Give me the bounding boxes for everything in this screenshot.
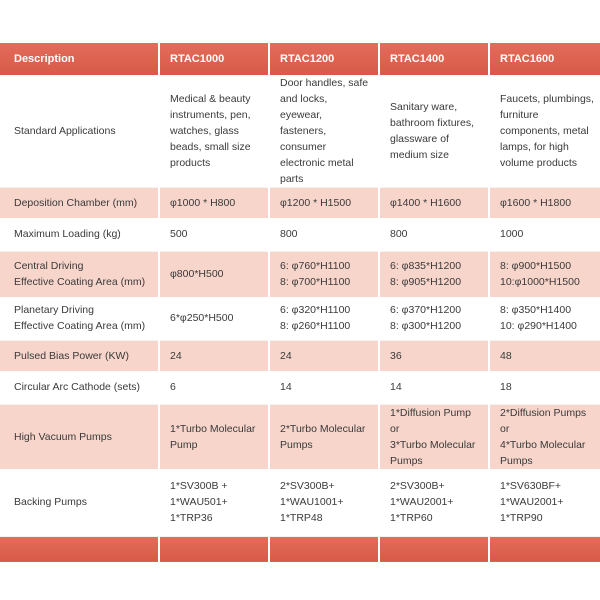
cell-line: 6: φ320*H1100 bbox=[280, 304, 351, 317]
table-cell bbox=[269, 469, 379, 536]
cell-line: 6*φ250*H500 bbox=[170, 312, 234, 325]
cell-line: furniture bbox=[500, 109, 539, 121]
table-cell bbox=[269, 75, 379, 188]
table-cell bbox=[159, 297, 269, 341]
cell-line: 10: φ290*H1400 bbox=[500, 320, 577, 333]
cell-line: Pumps bbox=[390, 455, 423, 467]
cell-line: lamps, for high bbox=[500, 141, 569, 153]
cell-line: Faucets, plumbings, bbox=[500, 93, 594, 105]
cell-line: Deposition Chamber (mm) bbox=[14, 196, 138, 209]
cell-line: glassware of bbox=[390, 133, 449, 145]
cell-line: 36 bbox=[390, 349, 402, 362]
header-description: Description bbox=[0, 43, 159, 75]
cell-line: electronic metal parts bbox=[280, 157, 354, 185]
table-cell bbox=[379, 252, 489, 297]
cell-line: 8: φ350*H1400 bbox=[500, 304, 572, 317]
cell-line: and locks, eyewear, bbox=[280, 93, 328, 121]
cell-line: 1*WAU2001+ bbox=[500, 496, 564, 509]
cell-line: 1*Turbo Molecular bbox=[170, 423, 256, 435]
table-cell bbox=[379, 188, 489, 218]
table-cell bbox=[379, 371, 489, 405]
cell-line: 6: φ835*H1200 bbox=[390, 260, 462, 273]
cell-line: instruments, pen, bbox=[170, 109, 251, 121]
table-cell bbox=[269, 252, 379, 297]
cell-line: Pumps bbox=[280, 439, 313, 451]
table-row bbox=[0, 341, 600, 371]
table-cell bbox=[379, 218, 489, 252]
cell-line: 1*WAU501+ bbox=[170, 496, 228, 509]
cell-line: 1*WAU1001+ bbox=[280, 496, 344, 509]
cell-line: Effective Coating Area (mm) bbox=[14, 320, 146, 333]
table-cell bbox=[159, 75, 269, 188]
cell-line: 2*Turbo Molecular bbox=[280, 423, 366, 435]
table-cell bbox=[159, 188, 269, 218]
footer-bar bbox=[0, 536, 600, 562]
table-cell bbox=[269, 405, 379, 470]
cell-line: 6: φ760*H1100 bbox=[280, 260, 351, 273]
cell-line: 1*TRP36 bbox=[170, 512, 213, 525]
cell-line: Effective Coating Area (mm) bbox=[14, 276, 146, 289]
cell-line: fasteners, consumer bbox=[280, 125, 327, 153]
cell-line: 3*Turbo Molecular bbox=[390, 439, 476, 451]
table-cell bbox=[159, 469, 269, 536]
cell-line: 1*TRP90 bbox=[500, 512, 543, 525]
cell-line: 8: φ300*H1200 bbox=[390, 320, 462, 333]
cell-line: 6: φ370*H1200 bbox=[390, 304, 462, 317]
table-row bbox=[0, 75, 600, 188]
cell-line: Medical & beauty bbox=[170, 93, 251, 105]
table-cell bbox=[379, 469, 489, 536]
cell-line: beads, small size bbox=[170, 141, 251, 153]
table-cell bbox=[489, 371, 600, 405]
table-cell bbox=[269, 297, 379, 341]
cell-line: 8: φ700*H1100 bbox=[280, 276, 351, 289]
table-cell bbox=[159, 252, 269, 297]
table-cell bbox=[489, 405, 600, 470]
cell-line: 1000 bbox=[500, 228, 524, 241]
cell-line: Backing Pumps bbox=[14, 496, 87, 509]
cell-line: Standard Applications bbox=[14, 125, 116, 137]
row-label bbox=[0, 297, 159, 341]
table-cell bbox=[269, 218, 379, 252]
cell-line: Pulsed Bias Power (KW) bbox=[14, 349, 129, 362]
cell-line: Central Driving bbox=[14, 260, 84, 273]
cell-line: 18 bbox=[500, 381, 512, 394]
cell-line: 800 bbox=[280, 228, 298, 241]
table-cell bbox=[489, 218, 600, 252]
cell-line: 14 bbox=[390, 381, 402, 394]
table-row bbox=[0, 252, 600, 297]
header-row bbox=[0, 43, 600, 75]
cell-line: Circular Arc Cathode (sets) bbox=[14, 381, 141, 394]
cell-line: 6 bbox=[170, 381, 176, 394]
row-label bbox=[0, 252, 159, 297]
cell-line: 2*SV300B+ bbox=[390, 480, 445, 493]
table-row bbox=[0, 405, 600, 470]
header-model-rtac1000: RTAC1000 bbox=[159, 43, 269, 75]
row-label bbox=[0, 218, 159, 252]
cell-line: φ1600 * H1800 bbox=[500, 196, 572, 209]
row-label bbox=[0, 188, 159, 218]
table-cell bbox=[379, 341, 489, 371]
cell-line: 800 bbox=[390, 228, 408, 241]
footer-cell bbox=[269, 536, 379, 562]
footer-cell bbox=[159, 536, 269, 562]
cell-line: Pumps bbox=[500, 455, 533, 467]
table-cell bbox=[159, 341, 269, 371]
table-cell bbox=[489, 252, 600, 297]
footer-cell bbox=[489, 536, 600, 562]
table-row bbox=[0, 469, 600, 536]
cell-line: 4*Turbo Molecular bbox=[500, 439, 586, 451]
cell-line: Pump bbox=[170, 439, 198, 451]
cell-line: φ800*H500 bbox=[170, 268, 224, 281]
row-label bbox=[0, 75, 159, 188]
row-label bbox=[0, 405, 159, 470]
table-row bbox=[0, 297, 600, 341]
cell-line: 10:φ1000*H1500 bbox=[500, 276, 580, 289]
cell-line: 2*SV300B+ bbox=[280, 480, 335, 493]
cell-line: volume products bbox=[500, 157, 578, 169]
table-cell bbox=[269, 341, 379, 371]
table-cell bbox=[379, 405, 489, 470]
table-cell bbox=[159, 218, 269, 252]
cell-line: 1*TRP60 bbox=[390, 512, 433, 525]
cell-line: 1*SV300B + bbox=[170, 480, 228, 493]
cell-line: Planetary Driving bbox=[14, 304, 94, 317]
cell-line: Door handles, safe bbox=[280, 77, 369, 89]
table-cell bbox=[489, 75, 600, 188]
table-cell bbox=[379, 297, 489, 341]
cell-line: 500 bbox=[170, 228, 188, 241]
cell-line: 2*Diffusion Pumps or bbox=[500, 407, 587, 435]
cell-line: 24 bbox=[280, 349, 292, 362]
cell-line: products bbox=[170, 157, 211, 169]
spec-table bbox=[0, 43, 600, 562]
table-cell bbox=[269, 188, 379, 218]
header-model-rtac1200: RTAC1200 bbox=[269, 43, 379, 75]
cell-line: 1*SV630BF+ bbox=[500, 480, 562, 493]
table-cell bbox=[159, 405, 269, 470]
cell-line: High Vacuum Pumps bbox=[14, 431, 112, 443]
cell-line: components, metal bbox=[500, 125, 589, 137]
footer-cell bbox=[379, 536, 489, 562]
table-cell bbox=[489, 297, 600, 341]
cell-line: bathroom fixtures, bbox=[390, 117, 475, 129]
table-cell bbox=[489, 188, 600, 218]
cell-line: Sanitary ware, bbox=[390, 101, 458, 113]
cell-line: 1*WAU2001+ bbox=[390, 496, 454, 509]
header-model-rtac1600: RTAC1600 bbox=[489, 43, 600, 75]
cell-line: 24 bbox=[170, 349, 182, 362]
table-cell bbox=[269, 371, 379, 405]
table-row bbox=[0, 188, 600, 218]
cell-line: 8: φ905*H1200 bbox=[390, 276, 462, 289]
cell-line: Maximum Loading (kg) bbox=[14, 228, 121, 241]
table-cell bbox=[379, 75, 489, 188]
cell-line: 14 bbox=[280, 381, 292, 394]
cell-line: 1*Diffusion Pump or bbox=[390, 407, 471, 435]
table-row bbox=[0, 371, 600, 405]
row-label bbox=[0, 371, 159, 405]
table-cell bbox=[159, 371, 269, 405]
cell-line: 8: φ900*H1500 bbox=[500, 260, 572, 273]
row-label bbox=[0, 341, 159, 371]
cell-line: medium size bbox=[390, 149, 449, 161]
cell-line: φ1000 * H800 bbox=[170, 196, 236, 209]
table-cell bbox=[489, 469, 600, 536]
cell-line: 8: φ260*H1100 bbox=[280, 320, 351, 333]
table-row bbox=[0, 218, 600, 252]
cell-line: φ1200 * H1500 bbox=[280, 196, 352, 209]
cell-line: 48 bbox=[500, 349, 512, 362]
header-model-rtac1400: RTAC1400 bbox=[379, 43, 489, 75]
footer-cell bbox=[0, 536, 159, 562]
cell-line: φ1400 * H1600 bbox=[390, 196, 462, 209]
cell-line: 1*TRP48 bbox=[280, 512, 323, 525]
cell-line: watches, glass bbox=[170, 125, 239, 137]
row-label bbox=[0, 469, 159, 536]
table-cell bbox=[489, 341, 600, 371]
